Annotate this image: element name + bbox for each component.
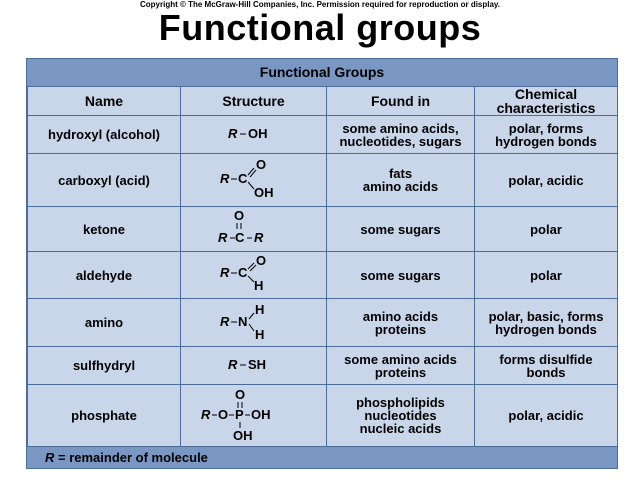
svg-text:SH: SH (247, 356, 266, 372)
footnote-text: = remainder of molecule (54, 450, 208, 465)
row-characteristics: polar, basic, forms hydrogen bonds (475, 299, 618, 347)
column-header-name: Name (28, 87, 181, 116)
row-name: amino (28, 299, 181, 347)
svg-text:O: O (234, 386, 245, 402)
row-name: aldehyde (28, 252, 181, 299)
svg-text:N: N (237, 313, 247, 329)
row-characteristics: polar, forms hydrogen bonds (475, 116, 618, 154)
sulfhydryl-structure-diagram (214, 350, 294, 380)
column-header-structure: Structure (181, 87, 327, 116)
amino-structure-diagram (214, 302, 294, 342)
row-characteristics: polar (475, 252, 618, 299)
row-characteristics: polar, acidic (475, 385, 618, 447)
row-characteristics: polar, acidic (475, 154, 618, 207)
svg-text:C: C (234, 230, 244, 245)
carboxyl-structure-diagram (214, 157, 294, 201)
svg-text:C: C (237, 265, 247, 280)
row-characteristics: polar (475, 207, 618, 252)
svg-text:R: R (227, 356, 237, 372)
table-row (28, 207, 618, 252)
svg-text:P: P (234, 406, 244, 422)
copyright-notice: Copyright © The McGraw-Hill Companies, Inc. Permission required for reproduction or display. (139, 0, 501, 9)
table-row (28, 154, 618, 207)
svg-text:R: R (219, 171, 229, 186)
table-footnote (45, 450, 208, 465)
table-row (28, 299, 618, 347)
svg-text:O: O (255, 157, 266, 172)
aldehyde-structure-diagram (214, 254, 294, 294)
svg-text:OH: OH (250, 406, 270, 422)
column-header-characteristics: Chemical characteristics (475, 87, 618, 116)
row-name: carboxyl (acid) (28, 154, 181, 207)
svg-text:O: O (217, 406, 228, 422)
row-characteristics: forms disulfide bonds (475, 347, 618, 385)
svg-text:H: H (253, 278, 263, 293)
svg-text:OH: OH (247, 125, 267, 141)
row-name: hydroxyl (alcohol) (28, 116, 181, 154)
svg-text:R: R (227, 125, 237, 141)
table-row (28, 116, 618, 154)
table-row (28, 347, 618, 385)
row-found-in: some sugars (327, 252, 475, 299)
table-row (28, 385, 618, 447)
svg-text:C: C (237, 171, 247, 186)
table-header-row (28, 87, 618, 116)
page-title: Functional groups (158, 7, 482, 48)
row-found-in: amino acids proteins (327, 299, 475, 347)
phosphate-structure-diagram (199, 386, 309, 444)
row-found-in: some amino acids proteins (327, 347, 475, 385)
svg-text:O: O (255, 254, 266, 268)
ketone-structure-diagram (214, 208, 294, 248)
svg-text:R: R (253, 230, 263, 245)
table-row (28, 252, 618, 299)
row-name: sulfhydryl (28, 347, 181, 385)
table-grid (27, 86, 618, 447)
row-found-in: some amino acids, nucleotides, sugars (327, 116, 475, 154)
svg-text:OH: OH (232, 427, 252, 443)
row-found-in: some sugars (327, 207, 475, 252)
svg-text:O: O (233, 208, 244, 223)
structure-aldehyde (181, 252, 327, 299)
row-found-in: fats amino acids (327, 154, 475, 207)
structure-ketone (181, 207, 327, 252)
svg-text:R: R (219, 313, 229, 329)
table-caption: Functional Groups (259, 64, 385, 80)
functional-groups-table (26, 58, 618, 469)
svg-text:R: R (219, 265, 229, 280)
svg-text:H: H (254, 326, 264, 342)
hydroxyl-structure-diagram (214, 119, 294, 149)
column-header-found-in: Found in (327, 87, 475, 116)
svg-text:R: R (200, 406, 210, 422)
structure-carboxyl (181, 154, 327, 207)
structure-amino (181, 299, 327, 347)
structure-hydroxyl (181, 116, 327, 154)
structure-sulfhydryl (181, 347, 327, 385)
footnote-symbol: R (45, 450, 55, 465)
row-name: ketone (28, 207, 181, 252)
structure-phosphate (181, 385, 327, 447)
row-found-in: phospholipids nucleotides nucleic acids (327, 385, 475, 447)
row-name: phosphate (28, 385, 181, 447)
svg-text:OH: OH (253, 185, 273, 200)
svg-text:R: R (217, 230, 227, 245)
svg-text:H: H (254, 301, 264, 317)
